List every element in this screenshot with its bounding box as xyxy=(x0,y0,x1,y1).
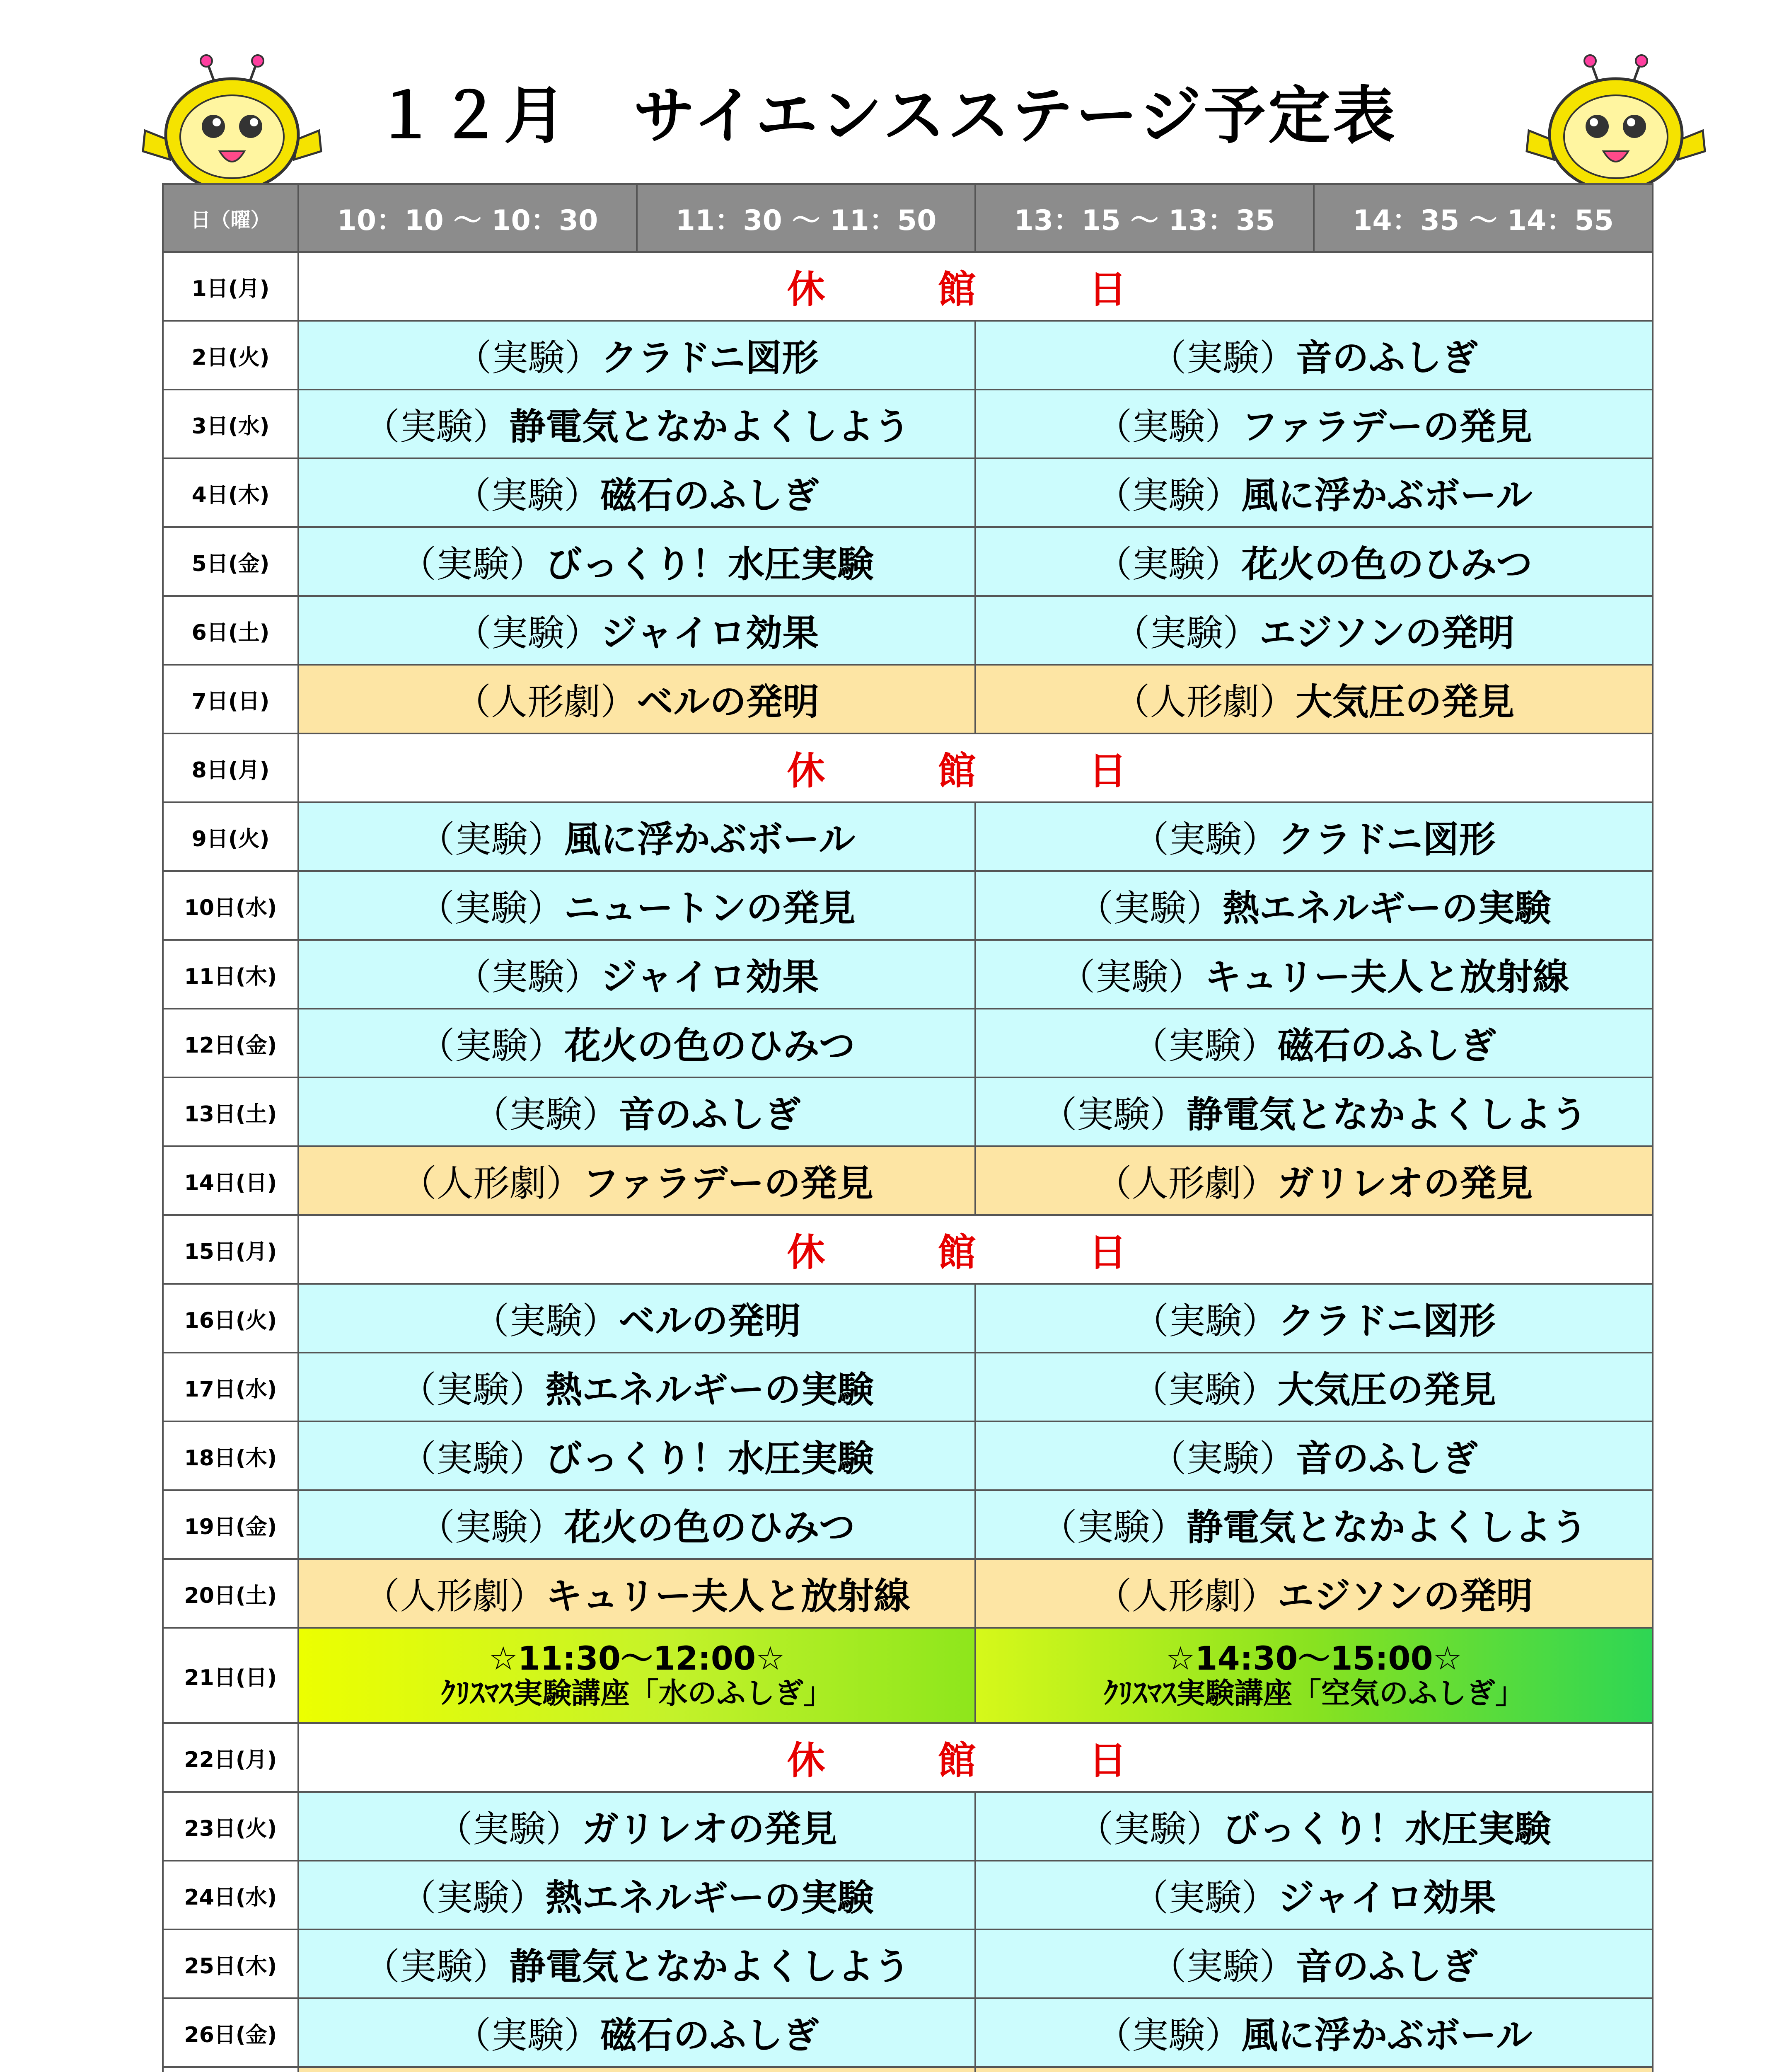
date-cell: 4日(木) xyxy=(163,458,298,527)
puppet-show-cell xyxy=(298,1146,975,1215)
program-title: びっくり！水圧実験 xyxy=(546,543,874,586)
program-title: ジャイロ効果 xyxy=(1278,1876,1496,1919)
program-title: 花火の色のひみつ xyxy=(564,1506,856,1549)
program-title: ベルの発明 xyxy=(637,680,820,723)
date-cell: 5日(金) xyxy=(163,527,298,596)
experiment-cell xyxy=(298,802,975,871)
program-title: 静電気となかよくしよう xyxy=(509,1945,911,1988)
closed-cell: 休 館 日 xyxy=(298,1215,1653,1284)
experiment-cell xyxy=(298,1353,975,1421)
program-title: 音のふしぎ xyxy=(1296,336,1478,379)
date-cell: 20日(土) xyxy=(163,1559,298,1628)
program-prefix: （実験） xyxy=(363,405,509,448)
table-row xyxy=(163,665,1653,733)
program-title: キュリー夫人と放射線 xyxy=(1204,956,1569,998)
date-cell: 13日(土) xyxy=(163,1077,298,1146)
puppet-show-cell xyxy=(975,2067,1653,2072)
experiment-cell xyxy=(298,1009,975,1077)
program-title: 静電気となかよくしよう xyxy=(1186,1506,1588,1549)
experiment-cell xyxy=(975,1861,1653,1929)
table-row xyxy=(163,802,1653,871)
program-prefix: （実験） xyxy=(1113,612,1259,654)
event-time: ☆14:30～15:00☆ xyxy=(1166,1640,1462,1678)
puppet-show-cell xyxy=(298,665,975,733)
special-event-cell xyxy=(298,1628,975,1723)
date-cell: 21日(日) xyxy=(163,1628,298,1723)
program-title: 風に浮かぶボール xyxy=(1241,2014,1533,2057)
program-prefix: （実験） xyxy=(1150,1945,1296,1988)
special-event-cell xyxy=(975,1628,1653,1723)
experiment-cell xyxy=(975,1998,1653,2067)
program-title: ジャイロ効果 xyxy=(600,612,819,654)
date-cell: 7日(日) xyxy=(163,665,298,733)
date-cell: 18日(木) xyxy=(163,1421,298,1490)
experiment-cell xyxy=(975,527,1653,596)
program-title: ファラデーの発見 xyxy=(1241,405,1533,448)
program-title: 磁石のふしぎ xyxy=(1277,1024,1496,1067)
table-row xyxy=(163,1077,1653,1146)
date-cell: 17日(水) xyxy=(163,1353,298,1421)
table-row xyxy=(163,390,1653,458)
date-cell: 2日(火) xyxy=(163,321,298,390)
experiment-cell xyxy=(975,871,1653,940)
program-title: 音のふしぎ xyxy=(1296,1437,1478,1480)
program-title: クラドニ図形 xyxy=(1278,1300,1496,1342)
experiment-cell xyxy=(298,321,975,390)
program-prefix: （実験） xyxy=(399,1876,546,1919)
date-cell: 16日(火) xyxy=(163,1284,298,1353)
program-prefix: （実験） xyxy=(418,818,564,861)
program-prefix: （実験） xyxy=(454,474,600,517)
program-prefix: （実験） xyxy=(472,1093,619,1136)
program-prefix: （人形劇） xyxy=(454,680,637,723)
closed-cell: 休 館 日 xyxy=(298,733,1653,802)
closed-cell: 休 館 日 xyxy=(298,1723,1653,1792)
date-cell: 23日(火) xyxy=(163,1792,298,1861)
table-row xyxy=(163,321,1653,390)
program-title: ファラデーの発見 xyxy=(582,1162,874,1205)
table-row xyxy=(163,252,1653,321)
table-row xyxy=(163,871,1653,940)
date-cell: 15日(月) xyxy=(163,1215,298,1284)
program-prefix: （人形劇） xyxy=(1113,680,1296,723)
program-prefix: （実験） xyxy=(1040,1506,1187,1549)
program-prefix: （実験） xyxy=(399,1437,546,1480)
date-cell: 22日(月) xyxy=(163,1723,298,1792)
experiment-cell xyxy=(975,940,1653,1009)
program-prefix: （実験） xyxy=(1040,1093,1187,1136)
experiment-cell xyxy=(298,390,975,458)
experiment-cell xyxy=(975,802,1653,871)
table-row xyxy=(163,940,1653,1009)
experiment-cell xyxy=(975,458,1653,527)
program-title: 大気圧の発見 xyxy=(1296,680,1515,723)
experiment-cell xyxy=(975,596,1653,665)
program-title: 熱エネルギーの実験 xyxy=(546,1876,874,1919)
program-title: 熱エネルギーの実験 xyxy=(1223,887,1551,929)
date-cell: 14日(日) xyxy=(163,1146,298,1215)
date-cell: 3日(水) xyxy=(163,390,298,458)
experiment-cell xyxy=(298,871,975,940)
experiment-cell xyxy=(298,1998,975,2067)
date-cell: 11日(木) xyxy=(163,940,298,1009)
program-title: 熱エネルギーの実験 xyxy=(546,1368,874,1411)
program-prefix: （実験） xyxy=(1095,405,1242,448)
experiment-cell xyxy=(298,1284,975,1353)
puppet-show-cell xyxy=(298,2067,975,2072)
program-prefix: （人形劇） xyxy=(400,1162,583,1205)
program-title: キュリー夫人と放射線 xyxy=(546,1575,911,1617)
program-prefix: （実験） xyxy=(1077,887,1223,929)
date-cell: 9日(火) xyxy=(163,802,298,871)
program-prefix: （実験） xyxy=(1095,543,1242,586)
date-cell xyxy=(163,2067,298,2072)
event-time: ☆11:30～12:00☆ xyxy=(488,1640,785,1678)
program-title: 風に浮かぶボール xyxy=(1241,474,1533,517)
program-title: びっくり！水圧実験 xyxy=(1223,1808,1551,1850)
experiment-cell xyxy=(298,1490,975,1559)
program-prefix: （実験） xyxy=(454,612,601,654)
experiment-cell xyxy=(298,1421,975,1490)
program-title: ガリレオの発見 xyxy=(1277,1162,1533,1205)
program-title: 磁石のふしぎ xyxy=(600,2014,820,2057)
puppet-show-cell xyxy=(298,1559,975,1628)
program-prefix: （実験） xyxy=(1132,1876,1278,1919)
event-title: ｸﾘｽﾏｽ実験講座「空気のふしぎ」 xyxy=(1104,1676,1524,1711)
experiment-cell xyxy=(975,1929,1653,1998)
program-prefix: （実験） xyxy=(399,543,546,586)
table-row xyxy=(163,1723,1653,1792)
program-title: ガリレオの発見 xyxy=(582,1808,838,1850)
experiment-cell xyxy=(298,596,975,665)
program-title: ニュートンの発見 xyxy=(564,887,856,929)
program-prefix: （実験） xyxy=(399,1368,546,1411)
program-title: ベルの発明 xyxy=(619,1300,801,1342)
puppet-show-cell xyxy=(975,665,1653,733)
header-slot-2: 11：30 ～ 11：50 xyxy=(637,184,975,252)
program-prefix: （実験） xyxy=(1131,1368,1278,1411)
date-cell: 12日(金) xyxy=(163,1009,298,1077)
program-prefix: （人形劇） xyxy=(363,1575,546,1617)
program-prefix: （実験） xyxy=(454,956,601,998)
closed-cell: 休 館 日 xyxy=(298,252,1653,321)
schedule-table xyxy=(162,183,1654,2072)
header-slot-3: 13：15 ～ 13：35 xyxy=(975,184,1314,252)
table-row xyxy=(163,1421,1653,1490)
program-title: 音のふしぎ xyxy=(1296,1945,1478,1988)
table-row xyxy=(163,1353,1653,1421)
experiment-cell xyxy=(975,1353,1653,1421)
experiment-cell xyxy=(298,1792,975,1861)
puppet-show-cell xyxy=(975,1146,1653,1215)
program-prefix: （実験） xyxy=(1095,2014,1242,2057)
table-row xyxy=(163,733,1653,802)
experiment-cell xyxy=(298,458,975,527)
program-title: 磁石のふしぎ xyxy=(600,474,820,517)
program-title: ジャイロ効果 xyxy=(600,956,819,998)
header-slot-4: 14：35 ～ 14：55 xyxy=(1314,184,1653,252)
header-day: 日（曜） xyxy=(163,184,298,252)
date-cell: 19日(金) xyxy=(163,1490,298,1559)
experiment-cell xyxy=(975,1421,1653,1490)
table-row xyxy=(163,1929,1653,1998)
experiment-cell xyxy=(298,1077,975,1146)
program-prefix: （実験） xyxy=(436,1808,582,1850)
table-row xyxy=(163,596,1653,665)
table-row xyxy=(163,2067,1653,2072)
program-title: 花火の色のひみつ xyxy=(1241,543,1533,586)
experiment-cell xyxy=(298,940,975,1009)
program-title: エジソンの発明 xyxy=(1259,612,1515,654)
program-prefix: （実験） xyxy=(455,336,601,379)
page-title: １２月 サイエンスステージ予定表 xyxy=(374,80,1397,152)
date-cell: 8日(月) xyxy=(163,733,298,802)
header-slot-1: 10：10 ～ 10：30 xyxy=(298,184,637,252)
program-prefix: （実験） xyxy=(1131,1024,1278,1067)
table-row xyxy=(163,1861,1653,1929)
program-title: エジソンの発明 xyxy=(1277,1575,1533,1617)
experiment-cell xyxy=(975,1792,1653,1861)
program-title: 静電気となかよくしよう xyxy=(509,405,911,448)
experiment-cell xyxy=(298,527,975,596)
table-row xyxy=(163,1490,1653,1559)
program-prefix: （実験） xyxy=(454,2014,600,2057)
table-row xyxy=(163,1998,1653,2067)
program-title: 静電気となかよくしよう xyxy=(1186,1093,1588,1136)
table-row xyxy=(163,1628,1653,1723)
program-prefix: （実験） xyxy=(418,1024,564,1067)
program-prefix: （実験） xyxy=(1132,1300,1279,1342)
date-cell: 24日(水) xyxy=(163,1861,298,1929)
date-cell: 25日(木) xyxy=(163,1929,298,1998)
program-prefix: （実験） xyxy=(1059,956,1205,998)
date-cell: 6日(土) xyxy=(163,596,298,665)
program-title: びっくり！水圧実験 xyxy=(546,1437,874,1480)
table-row xyxy=(163,458,1653,527)
program-prefix: （人形劇） xyxy=(1095,1575,1278,1617)
program-prefix: （実験） xyxy=(418,1506,564,1549)
program-prefix: （人形劇） xyxy=(1095,1162,1278,1205)
header-row xyxy=(163,184,1653,252)
program-prefix: （実験） xyxy=(1150,1437,1296,1480)
date-cell: 10日(水) xyxy=(163,871,298,940)
event-title: ｸﾘｽﾏｽ実験講座「水のふしぎ」 xyxy=(441,1676,833,1711)
program-title: クラドニ図形 xyxy=(601,336,819,379)
table-row xyxy=(163,1792,1653,1861)
program-title: 音のふしぎ xyxy=(619,1093,801,1136)
table-row xyxy=(163,1009,1653,1077)
program-prefix: （実験） xyxy=(1095,474,1242,517)
program-prefix: （実験） xyxy=(418,887,564,929)
experiment-cell xyxy=(298,1929,975,1998)
program-title: 花火の色のひみつ xyxy=(564,1024,856,1067)
experiment-cell xyxy=(975,321,1653,390)
experiment-cell xyxy=(975,1284,1653,1353)
date-cell: 1日(月) xyxy=(163,252,298,321)
program-title: クラドニ図形 xyxy=(1278,818,1496,861)
puppet-show-cell xyxy=(975,1559,1653,1628)
experiment-cell xyxy=(975,1009,1653,1077)
program-prefix: （実験） xyxy=(363,1945,509,1988)
program-title: 大気圧の発見 xyxy=(1277,1368,1496,1411)
program-prefix: （実験） xyxy=(1150,336,1296,379)
table-row xyxy=(163,1146,1653,1215)
table-row xyxy=(163,527,1653,596)
experiment-cell xyxy=(298,1861,975,1929)
program-title: 風に浮かぶボール xyxy=(564,818,856,861)
program-prefix: （実験） xyxy=(1077,1808,1223,1850)
experiment-cell xyxy=(975,1490,1653,1559)
program-prefix: （実験） xyxy=(1132,818,1279,861)
table-row xyxy=(163,1284,1653,1353)
experiment-cell xyxy=(975,1077,1653,1146)
date-cell: 26日(金) xyxy=(163,1998,298,2067)
experiment-cell xyxy=(975,390,1653,458)
program-prefix: （実験） xyxy=(472,1300,619,1342)
table-row xyxy=(163,1559,1653,1628)
table-row xyxy=(163,1215,1653,1284)
